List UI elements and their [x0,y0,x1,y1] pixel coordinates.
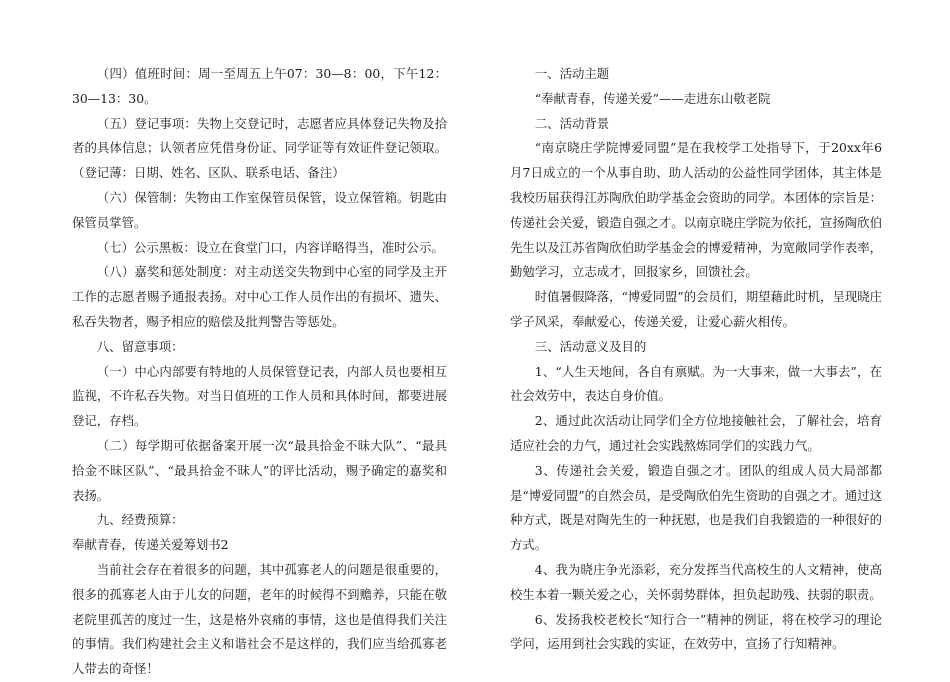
paragraph: 三、活动意义及目的 [534,338,647,354]
paragraph: 4、我为晓庄争光添彩，充分发挥当代高校生的人文精神，使高校生本着一颗关爱之心，关怀弱势群体，担负起助残、扶弱的职责。 [510,561,882,602]
paragraph: 2、通过此次活动让同学们全方位地接触社会，了解社会，培育适应社会的力气，通过社会实践熬炼同学们的实践力气。 [510,413,882,453]
paragraph: （一）中心内部要有特地的人员保管登记表，内部人员也要相互监视，不许私吞失物。对当日值班的工作人员和具体时间，都要进展登记，存档。 [72,363,447,429]
paragraph: 奉献青春，传递关爱筹划书2 [72,537,229,553]
paragraph: 二、活动背景 [534,115,610,131]
paragraph: （四）值班时间：周一至周五上午07：30—8：00，下午12：30—13：30。 [72,66,447,106]
paragraph: 1、“人生天地间，各自有禀赋。为一大事来，做一大事去”，在社会效劳中，表达自身价值。 [510,363,882,404]
paragraph: 时值暑假降落，“博爱同盟”的会员们，期望藉此时机，呈现晓庄学子风采，奉献爱心，传递关爱，让爱心薪火相传。 [510,289,883,329]
paragraph: “奉献青春，传递关爱”——走进东山敬老院 [534,90,771,106]
paragraph: （七）公示黑板：设立在食堂门口，内容详略得当，准时公示。 [96,239,444,255]
paragraph: 一、活动主题 [534,66,610,81]
paragraph: （五）登记事项：失物上交登记时，志愿者应具体登记失物及拾者的具体信息；认领者应凭借身份证、同学证等有效证件登记领取。（登记薄：日期、姓名、区队、联系电话、备注） [72,115,447,181]
paragraph: 3、传递社会关爱，锻造自强之才。团队的组成人员大局部都是“博爱同盟”的自然会员，是受陶欣伯先生资助的自强之才。通过这种方式，既是对陶先生的一种抚慰，也是我们自我锻造的一种很好的方式。 [510,462,882,553]
paragraph: 6、发扬我校老校长“知行合一”精神的例证，将在校学习的理论学问，运用到社会实践的实证，在效劳中，宣扬了行知精神。 [510,611,882,652]
paragraph: 八、留意事项： [96,338,184,354]
left-column [72,62,447,682]
paragraph: 当前社会存在着很多的问题，其中孤寡老人的问题是很重要的，很多的孤寡老人由于儿女的问题，老年的时候得不到赡养，只能在敬老院里孤苦的度过一生，这是格外哀痛的事情，这也是值得我们关注的事情。我们构建社会主义和谐社会不是这样的，我们应当给孤寡老人带去的奇怪！ [72,561,447,677]
paragraph: “南京晓庄学院博爱同盟”是在我校学工处指导下，于20xx年6月7日成立的一个从事自助、助人活动的公益性同学团体，其主体是我校历届获得江苏陶欣伯助学基金会资助的同学。本团体的宗旨是：传递社会关爱，锻造自强之才。以南京晓庄学院为依托，宣扬陶欣伯先生以及江苏省陶欣伯助学基金会的博爱精神，为宽敞同学作表率，勤勉学习，立志成才，回报家乡，回馈社会。 [510,140,882,280]
right-column [510,62,882,657]
paragraph: （八）嘉奖和惩处制度：对主动送交失物到中心室的同学及主开工作的志愿者赐予通报表扬。对中心工作人员作出的有损坏、遗失、私吞失物者，赐予相应的赔偿及批判警告等惩处。 [72,264,447,329]
paragraph: （六）保管制：失物由工作室保管员保管，设立保管箱。钥匙由保管员掌管。 [72,189,447,230]
paragraph: 九、经费预算： [96,512,184,528]
paragraph: （二）每学期可依据备案开展一次“最具拾金不昧大队”、“最具拾金不昧区队”、“最具拾金不昧人”的评比活动，赐予确定的嘉奖和表扬。 [72,437,447,503]
